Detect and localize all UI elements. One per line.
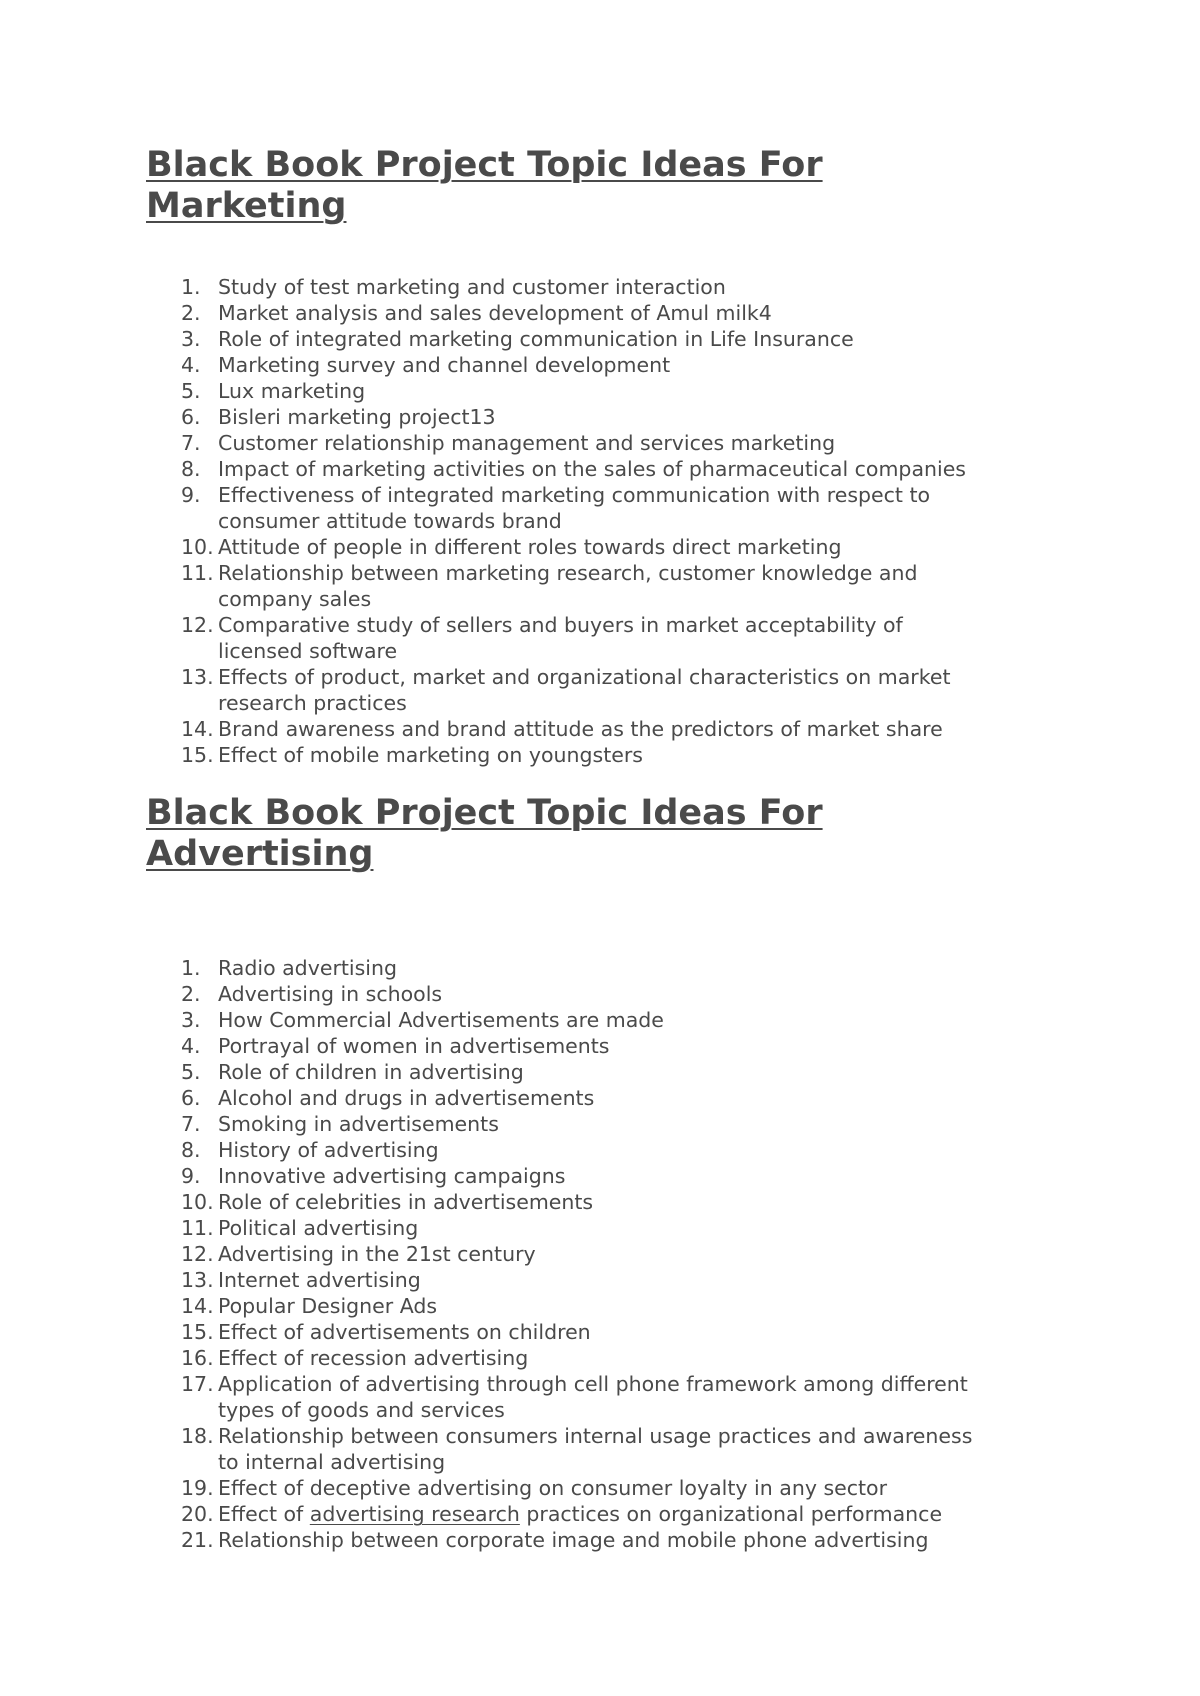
item-text-line1: Effectiveness of integrated marketing communication with respect to (218, 483, 931, 507)
list-item (0, 274, 1200, 300)
item-text (218, 1423, 1200, 1475)
item-text: How Commercial Advertisements are made (218, 1008, 664, 1032)
item-text: Market analysis and sales development of Amul milk4 (218, 301, 772, 325)
list-item (0, 1371, 1200, 1423)
list-item (0, 1137, 1200, 1163)
list-item (0, 1085, 1200, 1111)
list-item (0, 612, 1200, 664)
item-text-line2: company sales (218, 587, 372, 611)
item-number: 7. (181, 431, 201, 455)
item-number: 20. (181, 1502, 214, 1526)
item-text (218, 612, 1200, 664)
list-item (0, 378, 1200, 404)
list-item (0, 404, 1200, 430)
item-text-line1: Relationship between marketing research, customer knowledge and (218, 561, 918, 585)
item-number: 8. (181, 1138, 201, 1162)
advertising-heading (146, 793, 1146, 875)
list-item (0, 1215, 1200, 1241)
list-item (0, 1345, 1200, 1371)
marketing-heading-line1: Black Book Project Topic Ideas For (146, 145, 823, 185)
item-text-line1: Relationship between consumers internal usage practices and awareness (218, 1424, 973, 1448)
item-number: 9. (181, 483, 201, 507)
item-number: 10. (181, 535, 214, 559)
item-number: 3. (181, 1008, 201, 1032)
advertising-heading-line1: Black Book Project Topic Ideas For (146, 793, 823, 833)
list-item (0, 1111, 1200, 1137)
item-text: Attitude of people in different roles towards direct marketing (218, 535, 842, 559)
list-item (0, 300, 1200, 326)
item-text: Bisleri marketing project13 (218, 405, 496, 429)
item-text: History of advertising (218, 1138, 439, 1162)
advertising-heading-line2: Advertising (146, 834, 374, 874)
item-text-line1: Effects of product, market and organizational characteristics on market (218, 665, 951, 689)
item-text: Role of celebrities in advertisements (218, 1190, 594, 1214)
list-item (0, 326, 1200, 352)
item-number: 5. (181, 379, 201, 403)
item-number: 14. (181, 717, 214, 741)
item-number: 15. (181, 743, 214, 767)
item-number: 9. (181, 1164, 201, 1188)
list-item (0, 981, 1200, 1007)
item-number: 15. (181, 1320, 214, 1344)
item-text: Effect of deceptive advertising on consumer loyalty in any sector (218, 1476, 888, 1500)
list-item (0, 664, 1200, 716)
item-text: Innovative advertising campaigns (218, 1164, 566, 1188)
item-text-pre: Effect of (218, 1502, 310, 1526)
item-text: Marketing survey and channel development (218, 353, 671, 377)
item-number: 4. (181, 353, 201, 377)
item-text-line1: Application of advertising through cell phone framework among different (218, 1372, 968, 1396)
item-number: 1. (181, 275, 201, 299)
item-text-line2: types of goods and services (218, 1398, 505, 1422)
item-text: Internet advertising (218, 1268, 421, 1292)
item-number: 11. (181, 561, 214, 585)
list-item (0, 1293, 1200, 1319)
item-text: Relationship between corporate image and mobile phone advertising (218, 1528, 929, 1552)
item-text: Role of integrated marketing communication in Life Insurance (218, 327, 854, 351)
item-text: Impact of marketing activities on the sales of pharmaceutical companies (218, 457, 966, 481)
list-item (0, 560, 1200, 612)
item-number: 8. (181, 457, 201, 481)
item-text: Lux marketing (218, 379, 366, 403)
item-number: 13. (181, 665, 214, 689)
list-item (0, 742, 1200, 768)
list-item (0, 716, 1200, 742)
list-item (0, 1189, 1200, 1215)
item-text: Study of test marketing and customer interaction (218, 275, 726, 299)
item-text-line2: licensed software (218, 639, 398, 663)
item-text (218, 560, 1200, 612)
item-number: 1. (181, 956, 201, 980)
list-item (0, 955, 1200, 981)
item-text: Alcohol and drugs in advertisements (218, 1086, 595, 1110)
item-text: Portrayal of women in advertisements (218, 1034, 610, 1058)
item-text: Advertising in the 21st century (218, 1242, 536, 1266)
item-text (218, 1502, 942, 1526)
item-number: 3. (181, 327, 201, 351)
item-number: 7. (181, 1112, 201, 1136)
item-number: 11. (181, 1216, 214, 1240)
item-number: 16. (181, 1346, 214, 1370)
item-number: 17. (181, 1372, 214, 1396)
list-item (0, 456, 1200, 482)
item-text-post: practices on organizational performance (519, 1502, 943, 1526)
item-text (218, 482, 1200, 534)
item-text-line2: to internal advertising (218, 1450, 446, 1474)
item-number: 12. (181, 1242, 214, 1266)
item-number: 4. (181, 1034, 201, 1058)
item-number: 2. (181, 301, 201, 325)
item-number: 2. (181, 982, 201, 1006)
list-item (0, 1007, 1200, 1033)
list-item (0, 482, 1200, 534)
item-text: Smoking in advertisements (218, 1112, 499, 1136)
marketing-topic-list (0, 274, 1200, 768)
item-text: Effect of recession advertising (218, 1346, 529, 1370)
item-number: 6. (181, 1086, 201, 1110)
item-text-line2: research practices (218, 691, 407, 715)
marketing-heading-line2: Marketing (146, 186, 347, 226)
item-number: 5. (181, 1060, 201, 1084)
advertising-research-link[interactable]: advertising research (309, 1502, 520, 1526)
item-text: Role of children in advertising (218, 1060, 524, 1084)
list-item (0, 1163, 1200, 1189)
item-text (218, 1371, 1200, 1423)
item-text: Radio advertising (218, 956, 397, 980)
item-text: Political advertising (218, 1216, 419, 1240)
item-text: Customer relationship management and services marketing (218, 431, 836, 455)
list-item (0, 430, 1200, 456)
item-number: 14. (181, 1294, 214, 1318)
list-item (0, 1033, 1200, 1059)
list-item (0, 1501, 1200, 1527)
item-text (218, 664, 1200, 716)
item-number: 12. (181, 613, 214, 637)
item-text: Advertising in schools (218, 982, 443, 1006)
item-text: Brand awareness and brand attitude as the predictors of market share (218, 717, 943, 741)
item-text: Effect of advertisements on children (218, 1320, 591, 1344)
list-item (0, 1527, 1200, 1553)
list-item (0, 1241, 1200, 1267)
item-number: 19. (181, 1476, 214, 1500)
item-number: 10. (181, 1190, 214, 1214)
item-text: Popular Designer Ads (218, 1294, 438, 1318)
list-item (0, 1267, 1200, 1293)
list-item (0, 1319, 1200, 1345)
list-item (0, 534, 1200, 560)
list-item (0, 352, 1200, 378)
item-number: 21. (181, 1528, 214, 1552)
item-number: 18. (181, 1424, 214, 1448)
item-number: 6. (181, 405, 201, 429)
item-text-line1: Comparative study of sellers and buyers in market acceptability of (218, 613, 903, 637)
list-item (0, 1423, 1200, 1475)
list-item (0, 1059, 1200, 1085)
item-text: Effect of mobile marketing on youngsters (218, 743, 643, 767)
list-item (0, 1475, 1200, 1501)
marketing-heading (146, 145, 1146, 227)
advertising-topic-list (0, 955, 1200, 1553)
item-text-line2: consumer attitude towards brand (218, 509, 562, 533)
item-number: 13. (181, 1268, 214, 1292)
